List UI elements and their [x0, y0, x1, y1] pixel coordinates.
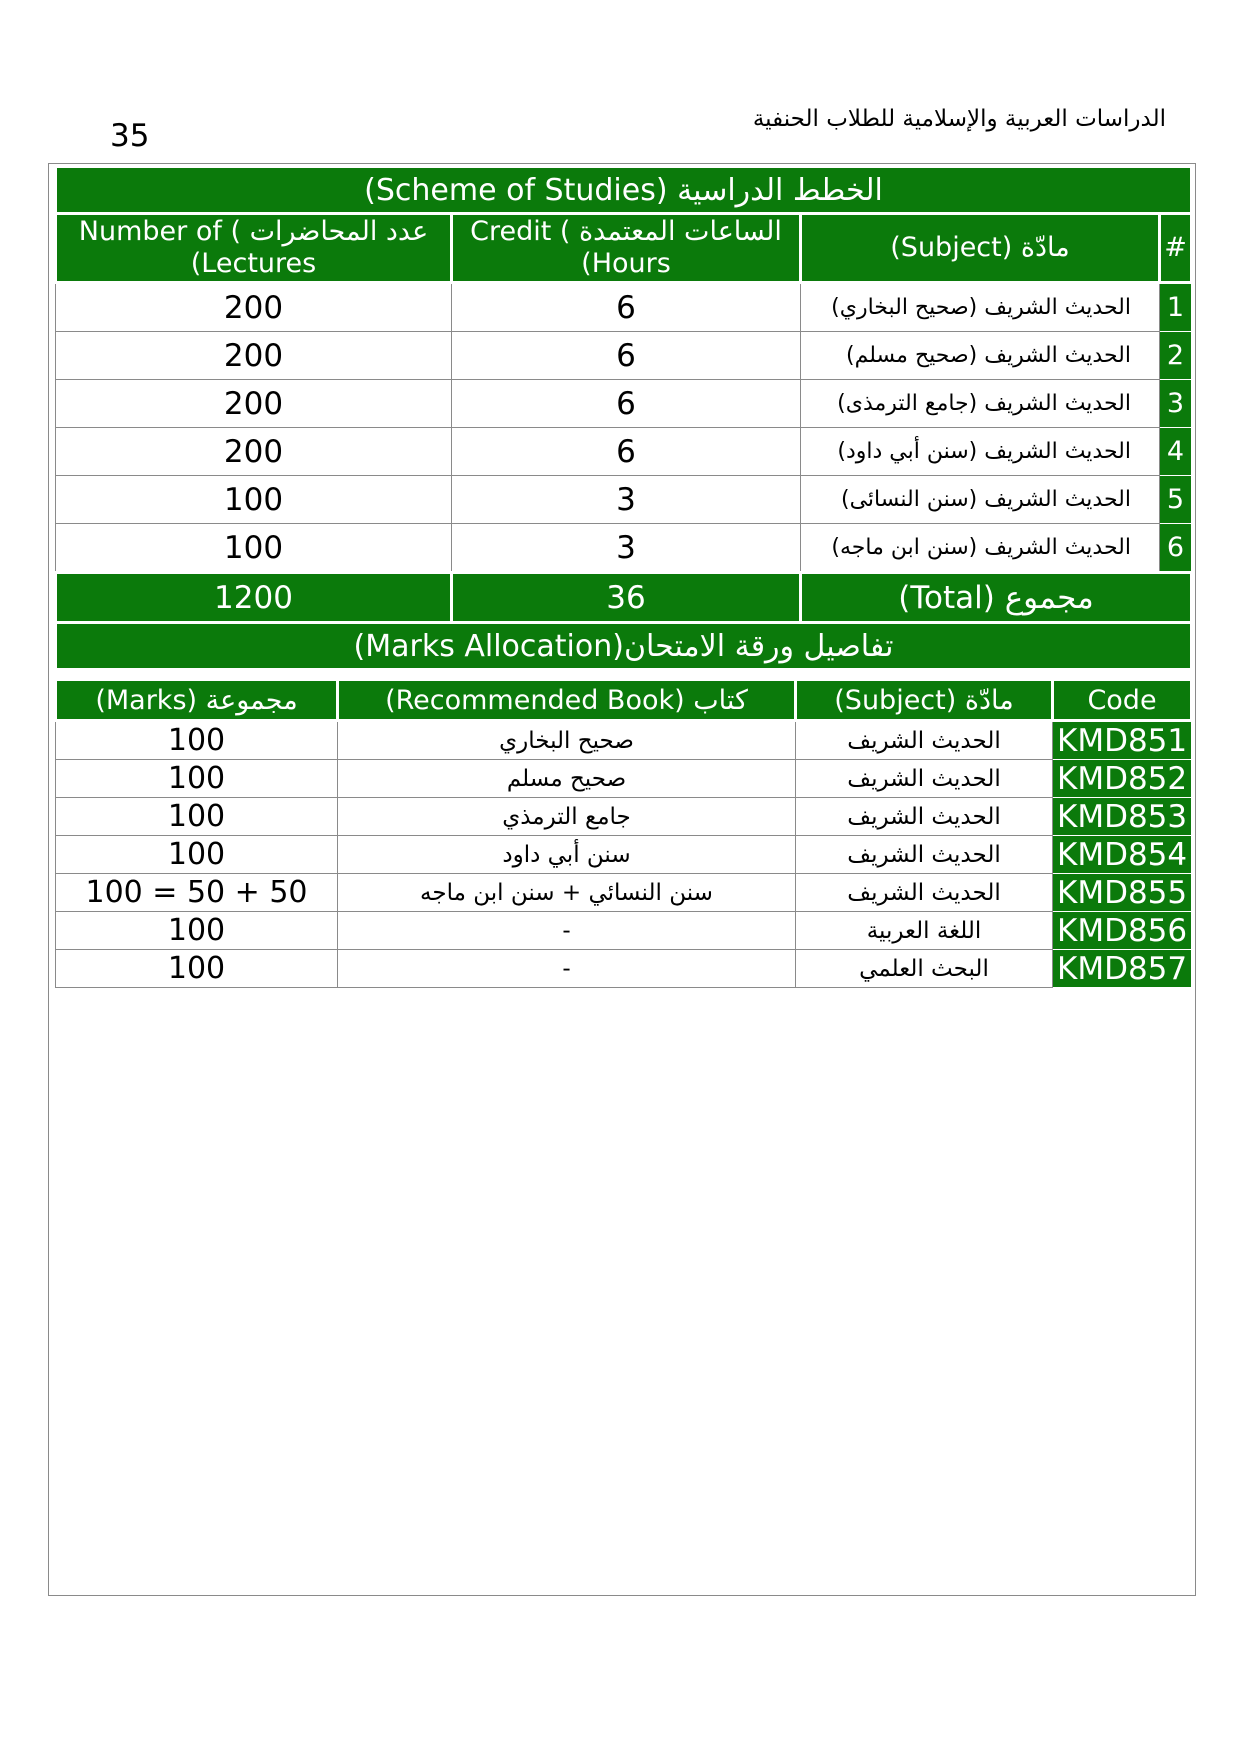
scheme-title-row — [56, 167, 1192, 214]
code-cell: KMD854 — [1053, 836, 1192, 874]
book-cell: - — [338, 950, 796, 988]
marks-cell: 100 — [56, 721, 338, 760]
header-num: # — [1160, 214, 1192, 283]
total-row — [56, 573, 1192, 623]
total-label: (Total) مجموع — [801, 573, 1192, 623]
subject-cell: الحديث الشريف (صحيح مسلم) — [801, 332, 1160, 380]
credit-cell: 6 — [452, 380, 801, 428]
table-row — [56, 912, 1192, 950]
code-cell: KMD852 — [1053, 760, 1192, 798]
row-number: 3 — [1160, 380, 1192, 428]
row-number: 5 — [1160, 476, 1192, 524]
table-row — [56, 950, 1192, 988]
header-subject: (Subject) مادّة — [796, 680, 1053, 721]
credit-cell: 3 — [452, 476, 801, 524]
subject-cell: البحث العلمي — [796, 950, 1053, 988]
marks-allocation-table — [54, 678, 1193, 988]
book-cell: - — [338, 912, 796, 950]
subject-cell: الحديث الشريف — [796, 721, 1053, 760]
subject-cell: الحديث الشريف (سنن ابن ماجه) — [801, 524, 1160, 573]
scheme-title: (Scheme of Studies) الخطط الدراسية — [56, 167, 1192, 214]
header-lectures — [56, 214, 452, 283]
table-row — [56, 332, 1192, 380]
header-credit-line1: Credit ( الساعات المعتمدة — [470, 216, 782, 247]
marks-cell: 100 — [56, 798, 338, 836]
lectures-cell: 200 — [56, 380, 452, 428]
scheme-header-row — [56, 214, 1192, 283]
total-credit: 36 — [452, 573, 801, 623]
table-row — [56, 836, 1192, 874]
running-head: الدراسات العربية والإسلامية للطلاب الحنفية — [752, 106, 1166, 132]
marks-cell: 100 = 50 + 50 — [56, 874, 338, 912]
book-cell: سنن أبي داود — [338, 836, 796, 874]
table-row — [56, 283, 1192, 332]
header-lectures-line1: Number of ( عدد المحاضرات — [78, 216, 429, 247]
table-row — [56, 760, 1192, 798]
scheme-of-studies-table — [54, 165, 1193, 671]
header-book: (Recommended Book) كتاب — [338, 680, 796, 721]
row-number: 2 — [1160, 332, 1192, 380]
header-subject: (Subject) مادّة — [801, 214, 1160, 283]
lectures-cell: 200 — [56, 332, 452, 380]
credit-cell: 3 — [452, 524, 801, 573]
row-number: 4 — [1160, 428, 1192, 476]
header-code: Code — [1053, 680, 1192, 721]
book-cell: جامع الترمذي — [338, 798, 796, 836]
lectures-cell: 200 — [56, 283, 452, 332]
code-cell: KMD857 — [1053, 950, 1192, 988]
lectures-cell: 100 — [56, 476, 452, 524]
subject-cell: الحديث الشريف — [796, 798, 1053, 836]
header-lectures-line2: (Lectures — [190, 248, 317, 279]
page-number: 35 — [110, 118, 150, 154]
marks-title-row — [56, 623, 1192, 670]
table-row — [56, 524, 1192, 573]
lectures-cell: 100 — [56, 524, 452, 573]
header-marks: (Marks) مجموعة — [56, 680, 338, 721]
credit-cell: 6 — [452, 283, 801, 332]
marks-cell: 100 — [56, 836, 338, 874]
marks-title: (Marks Allocation)تفاصيل ورقة الامتحان — [56, 623, 1192, 670]
table-row — [56, 380, 1192, 428]
credit-cell: 6 — [452, 428, 801, 476]
table-row — [56, 428, 1192, 476]
code-cell: KMD855 — [1053, 874, 1192, 912]
marks-cell: 100 — [56, 760, 338, 798]
book-cell: صحيح مسلم — [338, 760, 796, 798]
subject-cell: الحديث الشريف — [796, 760, 1053, 798]
subject-cell: الحديث الشريف (سنن النسائى) — [801, 476, 1160, 524]
table-row — [56, 476, 1192, 524]
subject-cell: الحديث الشريف — [796, 836, 1053, 874]
marks-header-row — [56, 680, 1192, 721]
subject-cell: الحديث الشريف (سنن أبي داود) — [801, 428, 1160, 476]
subject-cell: الحديث الشريف — [796, 874, 1053, 912]
total-lectures: 1200 — [56, 573, 452, 623]
lectures-cell: 200 — [56, 428, 452, 476]
subject-cell: الحديث الشريف (صحيح البخاري) — [801, 283, 1160, 332]
book-cell: صحيح البخاري — [338, 721, 796, 760]
marks-cell: 100 — [56, 912, 338, 950]
subject-cell: الحديث الشريف (جامع الترمذى) — [801, 380, 1160, 428]
marks-cell: 100 — [56, 950, 338, 988]
table-row — [56, 721, 1192, 760]
row-number: 6 — [1160, 524, 1192, 573]
code-cell: KMD856 — [1053, 912, 1192, 950]
code-cell: KMD851 — [1053, 721, 1192, 760]
header-credit — [452, 214, 801, 283]
table-row — [56, 798, 1192, 836]
book-cell: سنن النسائي + سنن ابن ماجه — [338, 874, 796, 912]
subject-cell: اللغة العربية — [796, 912, 1053, 950]
table-row — [56, 874, 1192, 912]
row-number: 1 — [1160, 283, 1192, 332]
header-credit-line2: (Hours — [581, 248, 671, 279]
code-cell: KMD853 — [1053, 798, 1192, 836]
credit-cell: 6 — [452, 332, 801, 380]
